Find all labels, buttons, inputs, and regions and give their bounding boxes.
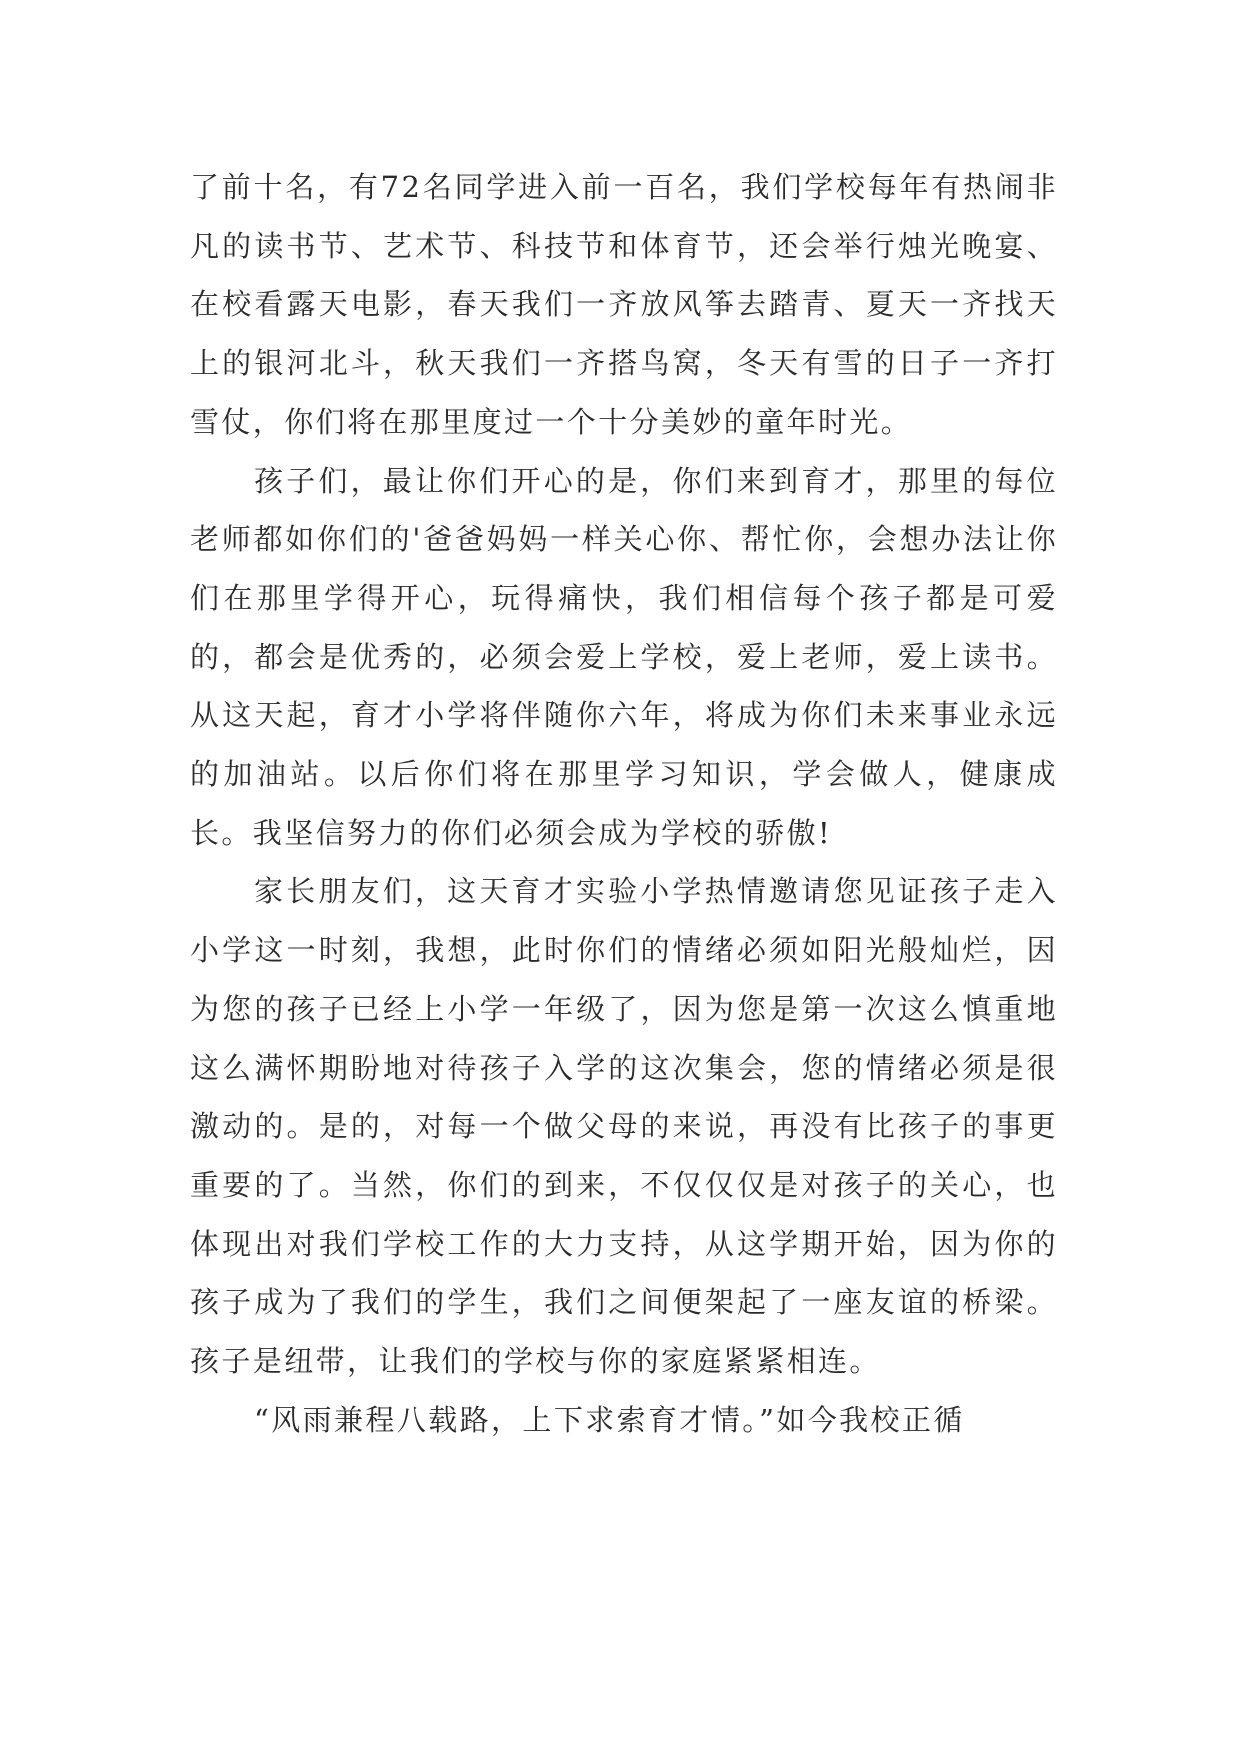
- paragraph-4: “风雨兼程八载路，上下求索育才情。”如今我校正循: [254, 1402, 965, 1437]
- document-body: [190, 158, 1058, 1449]
- paragraph-1: 了前十名，有72名同学进入前一百名，我们学校每年有热闹非凡的读书节、艺术节、科技节和体育节，还会举行烛光晚宴、在校看露天电影，春天我们一齐放风筝去踏青、夏天一齐找天上的银河北斗，秋天我们一齐搭鸟窝，冬天有雪的日子一齐打雪仗，你们将在那里度过一个十分美妙的童年时光。: [190, 170, 1058, 439]
- paragraph-3: 家长朋友们，这天育才实验小学热情邀请您见证孩子走入小学这一时刻，我想，此时你们的情绪必须如阳光般灿烂，因为您的孩子已经上小学一年级了，因为您是第一次这么慎重地这么满怀期盼地对待孩子入学的这次集会，您的情绪必须是很激动的。是的，对每一个做父母的来说，再没有比孩子的事更重要的了。当然，你们的到来，不仅仅仅是对孩子的关心，也体现出对我们学校工作的大力支持，从这学期开始，因为你的孩子成为了我们的学生，我们之间便架起了一座友谊的桥梁。孩子是纽带，让我们的学校与你的家庭紧紧相连。: [190, 874, 1058, 1379]
- paragraph-2: 孩子们，最让你们开心的是，你们来到育才，那里的每位老师都如你们的'爸爸妈妈一样关心你、帮忙你，会想办法让你们在那里学得开心，玩得痛快，我们相信每个孩子都是可爱的，都会是优秀的，必须会爱上学校，爱上老师，爱上读书。从这天起，育才小学将伴随你六年，将成为你们未来事业永远的加油站。以后你们将在那里学习知识，学会做人，健康成长。我坚信努力的你们必须会成为学校的骄傲!: [190, 463, 1058, 850]
